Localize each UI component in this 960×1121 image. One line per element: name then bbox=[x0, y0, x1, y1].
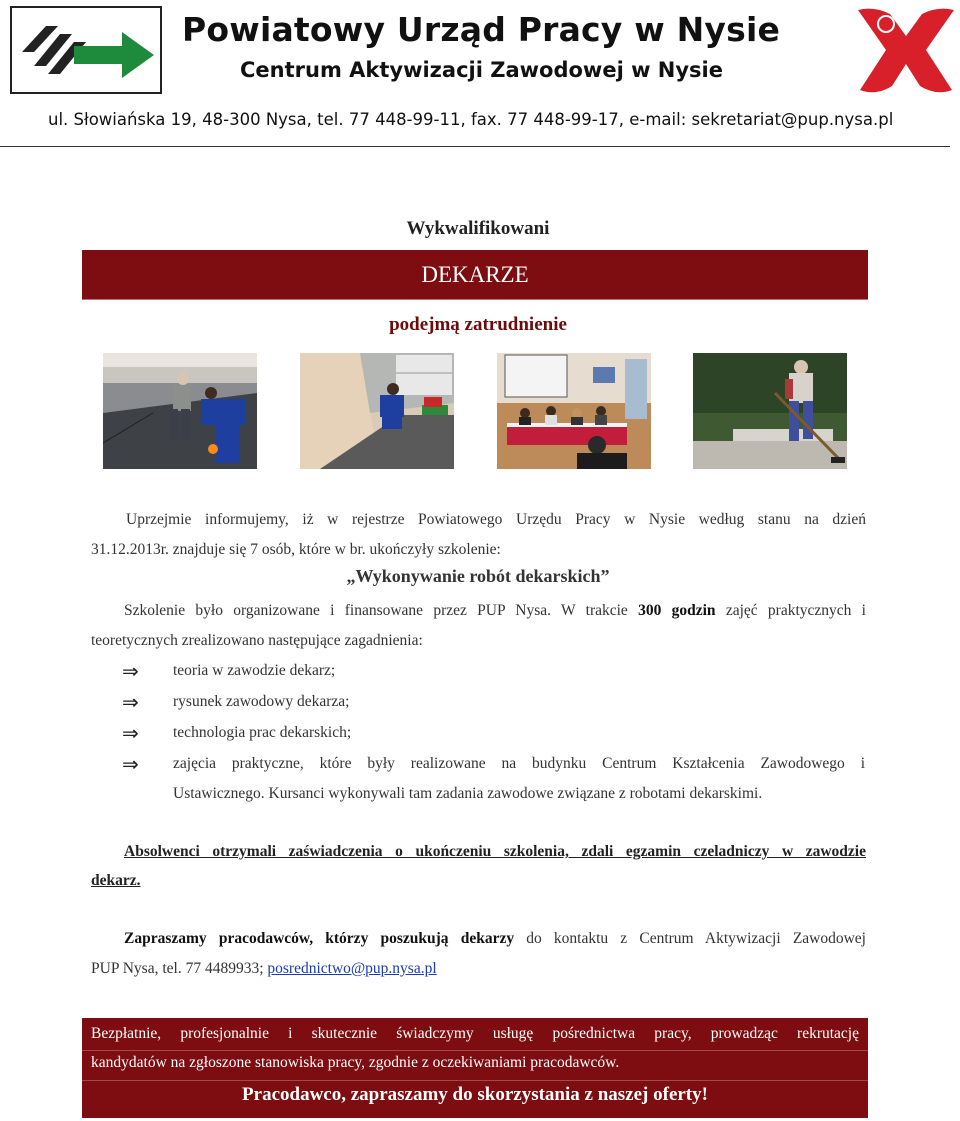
course-name: „Wykonywanie robót dekarskich” bbox=[346, 566, 610, 586]
arrow-bullet-icon: ⇒ bbox=[122, 690, 139, 714]
header-divider bbox=[0, 146, 950, 147]
arrow-bullet-icon: ⇒ bbox=[122, 721, 139, 745]
invite-text: do kontaktu z Centrum Aktywizacji Zawodowej bbox=[514, 930, 866, 947]
list-item: rysunek zawodowy dekarza; bbox=[173, 693, 350, 710]
list-item: teoria w zawodzie dekarz; bbox=[173, 662, 336, 679]
invite-bold: Zapraszamy pracodawców, którzy poszukują dekarzy bbox=[124, 930, 515, 947]
list-item-continuation: Ustawicznego. Kursanci wykonywali tam zadania zawodowe związane z robotami dekarskimi. bbox=[173, 785, 763, 802]
org-name: Powiatowy Urząd Pracy w Nysie bbox=[182, 10, 781, 49]
organisation-text: Szkolenie było organizowane i finansowane przez PUP Nysa. W trakcie bbox=[124, 602, 639, 619]
organisation-text-cont: zajęć praktycznych i bbox=[715, 602, 866, 619]
arrow-bullet-icon: ⇒ bbox=[122, 752, 139, 776]
graduates-line-2: dekarz. bbox=[91, 872, 141, 889]
intro-line-1: Uprzejmie informujemy, iż w rejestrze Powiatowego Urzędu Pracy w Nysie według stanu na dzień bbox=[126, 511, 866, 528]
arrows-logo-icon bbox=[10, 6, 162, 94]
roofer-with-broom-photo bbox=[693, 353, 847, 469]
contact-line: ul. Słowiańska 19, 48-300 Nysa, tel. 77 448-99-11, fax. 77 448-99-17, e-mail: sekretariat@pup.nysa.pl bbox=[48, 110, 894, 129]
organisation-line-2: teoretycznych zrealizowano następujące zagadnienia: bbox=[91, 632, 423, 649]
footer-call-to-action: Pracodawco, zapraszamy do skorzystania z naszej oferty! bbox=[242, 1084, 708, 1105]
roofer-kneeling-photo bbox=[300, 353, 454, 469]
pre-title: Wykwalifikowani bbox=[406, 218, 550, 239]
invite-line-2 bbox=[91, 954, 871, 984]
list-item: zajęcia praktyczne, które były realizowane na budynku Centrum Kształcenia Zawodowego i bbox=[173, 755, 865, 772]
intro-line-2: 31.12.2013r. znajduje się 7 osób, które w br. ukończyły szkolenie: bbox=[91, 541, 501, 558]
letterhead bbox=[0, 0, 960, 150]
exam-committee-photo bbox=[497, 353, 651, 469]
invite-contact: PUP Nysa, tel. 77 4489933; bbox=[91, 960, 268, 977]
footer-divider bbox=[82, 1050, 868, 1051]
red-x-emblem-icon bbox=[856, 4, 956, 96]
footer-line-1: Bezpłatnie, profesjonalnie i skutecznie świadczymy usługę pośrednictwa pracy, prowadząc rekrutację bbox=[91, 1025, 859, 1042]
list-item: technologia prac dekarskich; bbox=[173, 724, 352, 741]
organisation-line bbox=[124, 596, 866, 626]
arrow-bullet-icon: ⇒ bbox=[122, 659, 139, 683]
graduates-line-1: Absolwenci otrzymali zaświadczenia o ukończeniu szkolenia, zdali egzamin czeladniczy w zawodzie bbox=[124, 843, 866, 860]
footer-line-2: kandydatów na zgłoszone stanowiska pracy, zgodnie z oczekiwaniami pracodawców. bbox=[91, 1054, 620, 1071]
invite-line bbox=[124, 924, 866, 954]
contact-email-link[interactable]: posrednictwo@pup.nysa.pl bbox=[267, 960, 437, 977]
page-title: DEKARZE bbox=[421, 262, 529, 287]
org-subtitle: Centrum Aktywizacji Zawodowej w Nysie bbox=[240, 58, 723, 82]
footer-banner bbox=[82, 1018, 868, 1118]
roofers-working-photo bbox=[103, 353, 257, 469]
title-banner bbox=[82, 250, 868, 300]
footer-divider bbox=[82, 1080, 868, 1081]
post-title: podejmą zatrudnienie bbox=[389, 314, 567, 335]
training-hours: 300 godzin bbox=[638, 602, 716, 619]
